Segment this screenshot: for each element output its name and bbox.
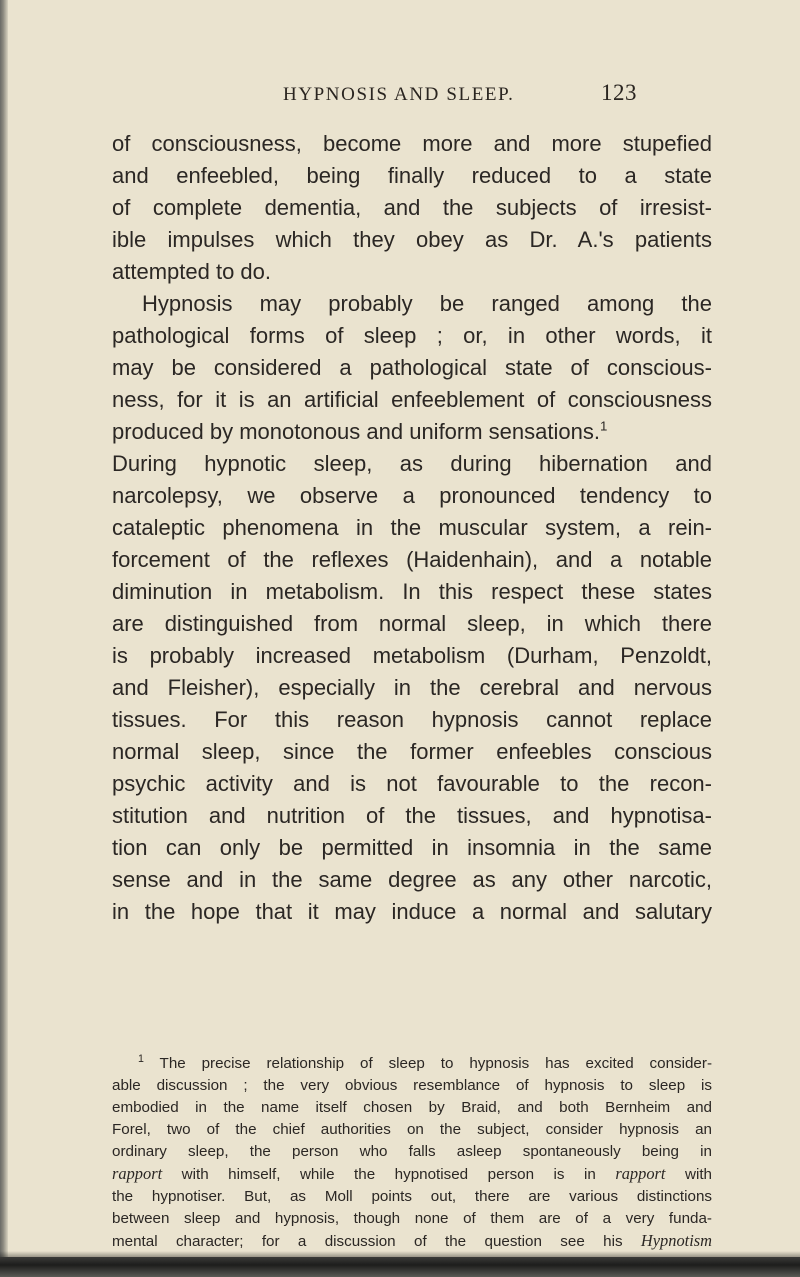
- body-line: are distinguished from normal sleep, in which there: [112, 611, 712, 636]
- footnote-line: embodied in the name itself chosen by Braid, and both Bernheim and: [112, 1099, 712, 1116]
- body-line: narcolepsy, we observe a pronounced tendency to: [112, 483, 712, 508]
- footnote-line: [112, 1230, 712, 1253]
- body-line: ible impulses which they obey as Dr. A.'s patients: [112, 227, 712, 252]
- book-binding-edge: [0, 0, 8, 1277]
- book-title: Hypnotism: [640, 1231, 712, 1250]
- body-line: diminution in metabolism. In this respect these states: [112, 579, 712, 604]
- body-line: ness, for it is an artificial enfeeblement of consciousness: [112, 387, 712, 412]
- body-line: psychic activity and is not favourable to the recon-: [112, 771, 712, 796]
- running-title: HYPNOSIS AND SLEEP.: [283, 84, 515, 105]
- footnote-line: ordinary sleep, the person who falls asleep spontaneously being in: [112, 1143, 712, 1160]
- body-line-with-note: [112, 416, 712, 448]
- italic-term: rapport: [112, 1164, 163, 1183]
- footnote: [112, 1053, 712, 1275]
- footnote-text: mental character; for a discussion of the question see his: [112, 1233, 641, 1250]
- footnote-text: with: [665, 1166, 712, 1183]
- footnote-line: [112, 1163, 712, 1186]
- footnote-line: the hypnotiser. But, as Moll points out, there are various distinctions: [112, 1188, 712, 1205]
- body-line: tion can only be permitted in insomnia in the same: [112, 835, 712, 860]
- body-line: is probably increased metabolism (Durham, Penzoldt,: [112, 643, 712, 668]
- footnote-line: able discussion ; the very obvious resemblance of hypnosis to sleep is: [112, 1077, 712, 1094]
- body-line: forcement of the reflexes (Haidenhain), and a notable: [112, 547, 712, 572]
- body-line: of consciousness, become more and more stupefied: [112, 131, 712, 156]
- running-head: [0, 80, 800, 114]
- body-line: During hypnotic sleep, as during hibernation and: [112, 451, 712, 476]
- footnote-marker: 1: [138, 1052, 144, 1065]
- footnote-text: The precise relationship of sleep to hypnosis has excited consider-: [159, 1055, 712, 1072]
- body-line-text: produced by monotonous and uniform sensations.: [112, 419, 600, 444]
- footnote-text: with himself, while the hypnotised person is in: [162, 1166, 616, 1183]
- footnote-line: between sleep and hypnosis, though none of them are of a very funda-: [112, 1210, 712, 1227]
- body-line: Hypnosis may probably be ranged among the: [142, 291, 712, 316]
- body-line: of complete dementia, and the subjects of irresist-: [112, 195, 712, 220]
- body-line: cataleptic phenomena in the muscular system, a rein-: [112, 515, 712, 540]
- page-number: 123: [601, 80, 637, 105]
- body-line: and enfeebled, being finally reduced to a state: [112, 163, 712, 188]
- body-line: stitution and nutrition of the tissues, and hypnotisa-: [112, 803, 712, 828]
- body-line: attempted to do.: [112, 259, 271, 284]
- body-line: may be considered a pathological state of conscious-: [112, 355, 712, 380]
- body-line: and Fleisher), especially in the cerebral and nervous: [112, 675, 712, 700]
- body-line: normal sleep, since the former enfeebles conscious: [112, 739, 712, 764]
- body-line: sense and in the same degree as any other narcotic,: [112, 867, 712, 892]
- page-bottom-edge: [0, 1257, 800, 1277]
- footnote-reference: 1: [599, 418, 608, 434]
- body-text: [112, 128, 712, 928]
- footnote-line: [112, 1053, 712, 1075]
- body-line: tissues. For this reason hypnosis cannot replace: [112, 707, 712, 732]
- footnote-line: Forel, two of the chief authorities on the subject, consider hypnosis an: [112, 1121, 712, 1138]
- body-line: pathological forms of sleep ; or, in other words, it: [112, 323, 712, 348]
- body-line: in the hope that it may induce a normal and salutary: [112, 899, 712, 924]
- italic-term: rapport: [615, 1164, 666, 1183]
